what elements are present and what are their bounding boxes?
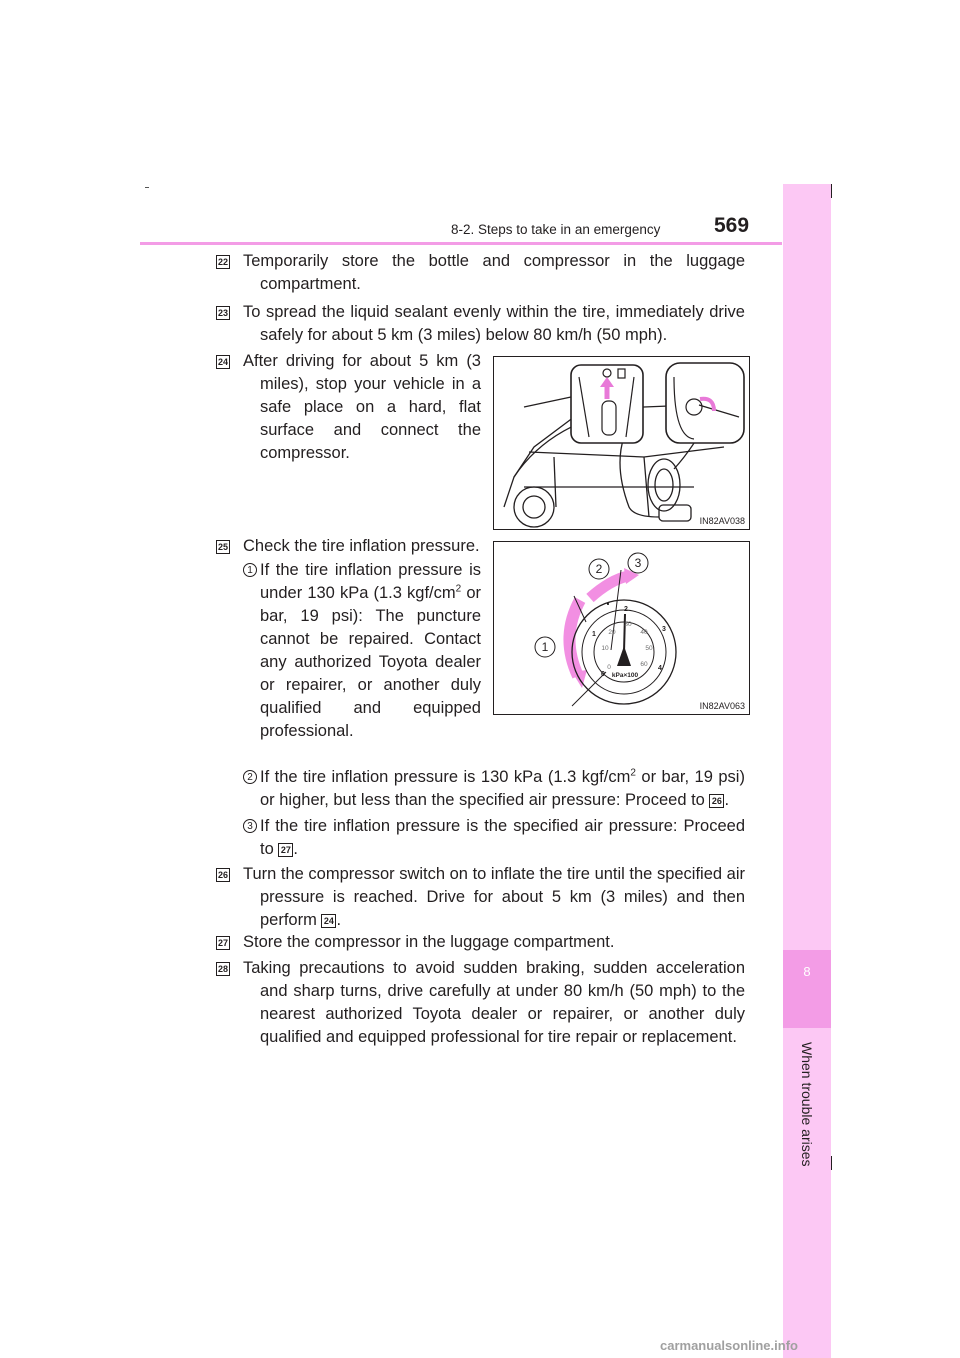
step-reference-link[interactable]: 27 [278,843,293,857]
gauge-tick: 40 [640,629,648,636]
step-text [243,931,745,954]
item-text: If the tire inflation pressure is 130 kPa (1.3 kgf/cm [260,768,631,786]
figure-code: IN82AV063 [699,701,745,711]
car-compressor-icon [494,357,749,529]
gauge-tick: 1 [592,631,596,638]
step-number: 28 [217,964,228,974]
item-number: 3 [243,819,257,833]
step-text [243,301,745,347]
step-text [243,250,745,296]
pressure-gauge-icon [494,542,749,714]
step-reference-link[interactable]: 26 [709,794,724,808]
gauge-tick: 20 [608,629,616,636]
gauge-tick: 3 [662,626,666,633]
gauge-tick: 60 [640,661,648,668]
sub-item [243,559,481,743]
gauge-tick: 0 [607,664,611,671]
page-number: 569 [714,214,750,237]
step-22-text: Temporarily store the bottle and compressor in the luggage compartment. [243,252,745,293]
item-text: If the tire inflation pressure is under 130 kPa (1.3 kgf/cm [260,561,481,602]
sub-item: 3 If the tire inflation pressure is the specified air pressure: Proceed to 27 . [243,815,745,861]
watermark: carmanualsonline.info [660,1338,798,1353]
crop-mark [831,184,832,198]
gauge-unit: kPa×100 [611,672,639,679]
step-text [243,957,745,1049]
crop-mark [831,1156,832,1170]
sub-item: 2 If the tire inflation pressure is 130 kPa (1.3 kgf/$cm^2$ or bar, 19 psi) or higher, but less than the specified air pressure: Proceed to 26 . [243,766,745,812]
step-number: 25 [217,542,228,552]
gauge-illustration [493,541,750,715]
gauge-tick: 4 [658,665,662,672]
section-title: 8-2. Steps to take in an emergency [451,222,661,237]
gauge-tick: 2 [624,606,628,613]
figure-code: IN82AV038 [699,516,745,526]
step-number: 22 [217,257,228,267]
item-text: or bar, 19 psi): The puncture cannot be repaired. Contact any authorized Toyota dealer or repairer, or another duly qualified and equipped professional. [260,584,481,740]
step-number: 27 [217,938,228,948]
crop-mark [145,187,149,188]
step-text [243,350,481,465]
gauge-tick: 0 [601,671,605,678]
callout-label: 3 [634,556,642,570]
step-reference-link[interactable]: 24 [321,914,336,928]
step-number: 23 [217,308,228,318]
chapter-number: 8 [803,964,811,979]
header-rule [140,242,782,245]
step-26-text: Turn the compressor switch on to inflate the tire until the specified air pressure is reached. Drive for about 5 km (3 miles) and then perform [243,865,745,929]
item-text: If the tire inflation pressure is the specified air pressure: Proceed to [260,817,745,858]
step-number: 24 [217,357,228,367]
gauge-tick: 30 [624,621,632,628]
step-23-text: To spread the liquid sealant evenly within the tire, immediately drive safely for about 5 km (3 miles) below 80 km/h (50 mph). [243,303,745,344]
chapter-title: When trouble arises [799,1042,815,1167]
superscript: 2 [455,583,462,595]
gauge-tick: 50 [645,645,653,652]
step-text [243,535,481,743]
superscript: 2 [630,767,636,779]
step-text: Turn the compressor switch on to inflate the tire until the specified air pressure is reached. Drive for about 5 km (3 miles) and then perform 24 . [243,865,745,929]
step-number: 26 [217,870,228,880]
step-27-text: Store the compressor in the luggage compartment. [243,933,615,951]
step-25-text: Check the tire inflation pressure. [243,537,480,555]
callout-label: 1 [541,640,549,654]
item-text: or bar, 19 psi) or higher, but less than the specified air pressure: Proceed to [260,768,745,809]
chapter-tab[interactable] [783,950,831,1028]
car-illustration [493,356,750,530]
item-number: 2 [243,770,257,784]
callout-label: 2 [595,562,603,576]
step-24-text: After driving for about 5 km (3 miles), stop your vehicle in a safe place on a hard, flat surface and connect the compressor. [243,352,481,462]
gauge-tick: 10 [601,645,609,652]
item-number: 1 [243,563,257,577]
step-28-text: Taking precautions to avoid sudden braking, sudden acceleration and sharp turns, drive carefully at under 80 km/h (50 mph) to the nearest authorized Toyota dealer or repairer, or another duly qualified and equipped professional for tire repair or replacement. [243,959,745,1046]
